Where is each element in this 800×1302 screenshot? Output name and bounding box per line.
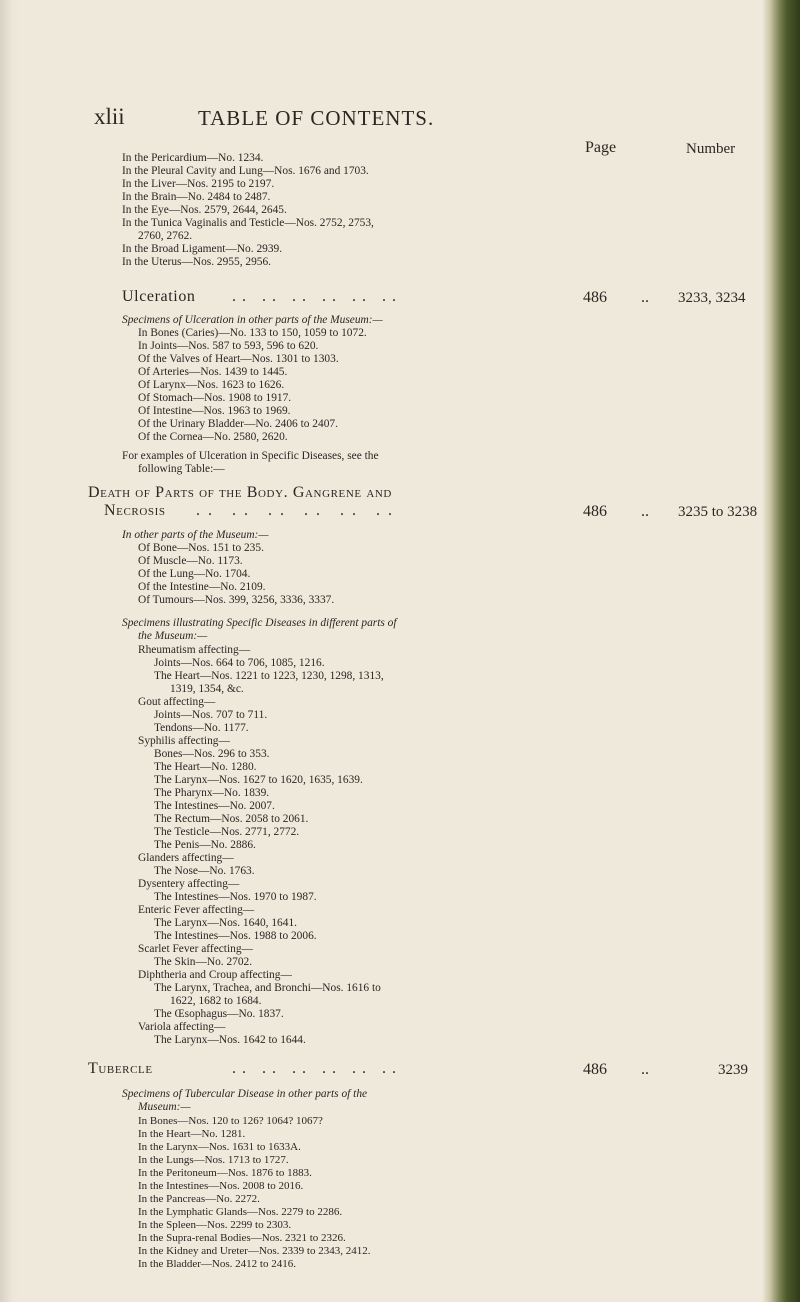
entry-line: 2760, 2762.	[138, 230, 193, 242]
entry-line: In the Uterus—Nos. 2955, 2956.	[122, 256, 272, 268]
entry-line: In the Pancreas—No. 2272.	[138, 1193, 260, 1205]
subheading: Specimens of Tubercular Disease in other parts of the	[122, 1088, 368, 1100]
specimen-number: 3235 to 3238	[678, 504, 758, 520]
subheading: Specimens illustrating Specific Diseases in different parts of	[122, 617, 397, 629]
section-heading-tubercle: Tubercle	[88, 1060, 153, 1077]
entry-line: In Joints—Nos. 587 to 593, 596 to 620.	[138, 340, 319, 352]
section-heading-necrosis: Necrosis	[104, 502, 166, 519]
entry-line: 1622, 1682 to 1684.	[170, 995, 262, 1007]
entry-line: In the Brain—No. 2484 to 2487.	[122, 191, 271, 203]
entry-line: The Intestines—Nos. 1970 to 1987.	[154, 891, 317, 903]
subheading: the Museum:—	[138, 630, 208, 642]
leader-dots: ..	[641, 1061, 649, 1078]
subheading: In other parts of the Museum:—	[122, 529, 269, 541]
entry-line: Tendons—No. 1177.	[154, 722, 249, 734]
page-number: xlii	[94, 104, 125, 129]
entry-line: Of the Urinary Bladder—No. 2406 to 2407.	[138, 418, 338, 430]
page-ref: 486	[583, 289, 607, 306]
leader-dots: ..	[641, 289, 649, 306]
disease-line: Variola affecting—	[138, 1021, 226, 1033]
page-ref: 486	[583, 503, 607, 520]
entry-line: Of the Cornea—No. 2580, 2620.	[138, 431, 288, 443]
entry-line: In the Broad Ligament—No. 2939.	[122, 243, 283, 255]
section-heading-death: Death of Parts of the Body. Gangrene and	[88, 484, 392, 501]
entry-line: The Intestines—Nos. 1988 to 2006.	[154, 930, 317, 942]
subheading: Museum:—	[138, 1101, 191, 1113]
entry-line: In the Pleural Cavity and Lung—Nos. 1676 and 1703.	[122, 165, 369, 177]
running-title: TABLE OF CONTENTS.	[198, 106, 435, 130]
entry-line: In the Heart—No. 1281.	[138, 1128, 246, 1140]
entry-line: Of Arteries—Nos. 1439 to 1445.	[138, 366, 288, 378]
disease-line: Gout affecting—	[138, 696, 216, 708]
entry-line: In the Supra-renal Bodies—Nos. 2321 to 2326.	[138, 1232, 346, 1244]
entry-line: Of Tumours—Nos. 399, 3256, 3336, 3337.	[138, 594, 335, 606]
entry-line: In Bones (Caries)—No. 133 to 150, 1059 to 1072.	[138, 327, 367, 339]
entry-line: The Heart—No. 1280.	[154, 761, 257, 773]
subheading: Specimens of Ulceration in other parts of the Museum:—	[122, 314, 383, 326]
entry-line: The Rectum—Nos. 2058 to 2061.	[154, 813, 309, 825]
entry-line: Joints—Nos. 664 to 706, 1085, 1216.	[154, 657, 325, 669]
page-gutter-shadow	[0, 0, 20, 1302]
entry-line: Bones—Nos. 296 to 353.	[154, 748, 270, 760]
entry-line: In the Pericardium—No. 1234.	[122, 152, 264, 164]
leader-dots: .. .. .. .. .. ..	[196, 502, 400, 519]
note-line: following Table:—	[138, 463, 225, 475]
entry-line: Of the Intestine—No. 2109.	[138, 581, 266, 593]
entry-line: The Nose—No. 1763.	[154, 865, 255, 877]
entry-line: The Larynx—Nos. 1640, 1641.	[154, 917, 297, 929]
leader-dots: .. .. .. .. .. ..	[232, 1060, 402, 1077]
entry-line: The Larynx, Trachea, and Bronchi—Nos. 1616 to	[154, 982, 381, 994]
entry-line: The Intestines—No. 2007.	[154, 800, 275, 812]
entry-line: Of Stomach—Nos. 1908 to 1917.	[138, 392, 292, 404]
entry-line: The Penis—No. 2886.	[154, 839, 256, 851]
entry-line: The Larynx—Nos. 1627 to 1620, 1635, 1639.	[154, 774, 363, 786]
entry-line: The Skin—No. 2702.	[154, 956, 253, 968]
book-edge	[762, 0, 800, 1302]
leader-dots: ..	[641, 503, 649, 520]
page-ref: 486	[583, 1061, 607, 1078]
disease-line: Scarlet Fever affecting—	[138, 943, 253, 955]
entry-line: In Bones—Nos. 120 to 126? 1064? 1067?	[138, 1115, 323, 1127]
entry-line: In the Lymphatic Glands—Nos. 2279 to 2286.	[138, 1206, 343, 1218]
entry-line: In the Liver—Nos. 2195 to 2197.	[122, 178, 275, 190]
entry-line: In the Eye—Nos. 2579, 2644, 2645.	[122, 204, 287, 216]
entry-line: Of the Lung—No. 1704.	[138, 568, 251, 580]
note-line: For examples of Ulceration in Specific Diseases, see the	[122, 450, 379, 462]
disease-line: Enteric Fever affecting—	[138, 904, 255, 916]
entry-line: The Testicle—Nos. 2771, 2772.	[154, 826, 300, 838]
entry-line: The Heart—Nos. 1221 to 1223, 1230, 1298, 1313,	[154, 670, 384, 682]
section-heading-ulceration: Ulceration	[122, 288, 196, 305]
entry-line: Of Bone—Nos. 151 to 235.	[138, 542, 264, 554]
disease-line: Syphilis affecting—	[138, 735, 230, 747]
entry-line: In the Bladder—Nos. 2412 to 2416.	[138, 1258, 296, 1270]
leader-dots: .. .. .. .. .. ..	[232, 288, 402, 305]
entry-line: The Larynx—Nos. 1642 to 1644.	[154, 1034, 306, 1046]
entry-line: Of Larynx—Nos. 1623 to 1626.	[138, 379, 285, 391]
entry-line: In the Tunica Vaginalis and Testicle—Nos. 2752, 2753,	[122, 217, 374, 229]
entry-line: In the Larynx—Nos. 1631 to 1633A.	[138, 1141, 301, 1153]
entry-line: In the Lungs—Nos. 1713 to 1727.	[138, 1154, 289, 1166]
entry-line: The Pharynx—No. 1839.	[154, 787, 270, 799]
entry-line: In the Peritoneum—Nos. 1876 to 1883.	[138, 1167, 312, 1179]
entry-line: Joints—Nos. 707 to 711.	[154, 709, 268, 721]
disease-line: Dysentery affecting—	[138, 878, 240, 890]
disease-line: Diphtheria and Croup affecting—	[138, 969, 292, 981]
disease-line: Rheumatism affecting—	[138, 644, 251, 656]
entry-line: In the Spleen—Nos. 2299 to 2303.	[138, 1219, 292, 1231]
disease-line: Glanders affecting—	[138, 852, 234, 864]
entry-line: 1319, 1354, &c.	[170, 683, 244, 695]
entry-line: In the Intestines—Nos. 2008 to 2016.	[138, 1180, 304, 1192]
entry-line: Of the Valves of Heart—Nos. 1301 to 1303.	[138, 353, 339, 365]
specimen-number: 3239	[718, 1062, 748, 1078]
column-header-number: Number	[686, 141, 736, 157]
entry-line: The Œsophagus—No. 1837.	[154, 1008, 284, 1020]
entry-line: Of Muscle—No. 1173.	[138, 555, 243, 567]
entry-line: Of Intestine—Nos. 1963 to 1969.	[138, 405, 291, 417]
entry-line: In the Kidney and Ureter—Nos. 2339 to 2343, 2412.	[138, 1245, 371, 1257]
column-header-page: Page	[585, 139, 617, 156]
specimen-number: 3233, 3234	[678, 290, 746, 306]
